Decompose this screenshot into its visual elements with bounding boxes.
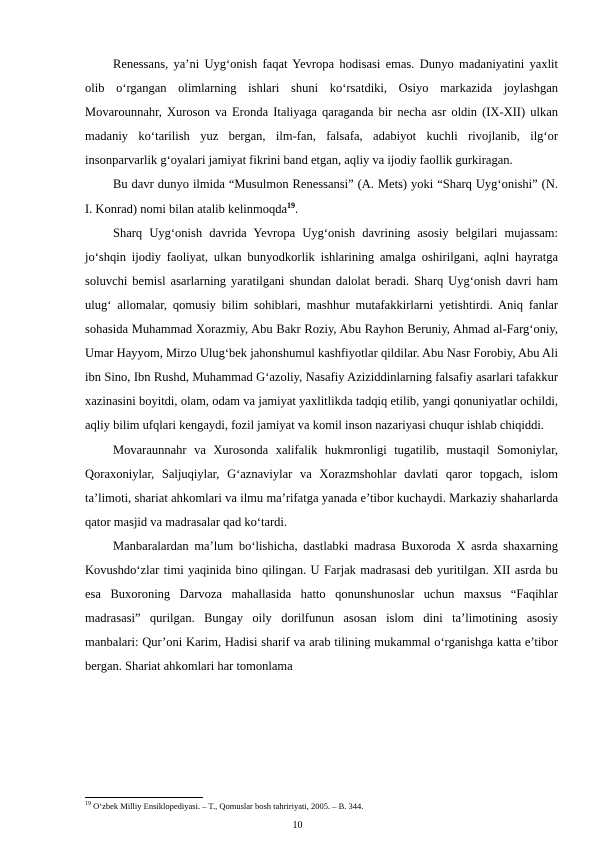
footnote-reference[interactable]: 19 [287,200,296,210]
document-body [85,52,558,678]
paragraph-eastern-renaissance-names [85,172,558,220]
footnote-number: 19 [85,801,91,808]
paragraph-renaissance-intro: Renessans, ya’ni Uyg‘onish faqat Yevropa hodisasi emas. Dunyo madaniyatini yaxlit olib o‘rgangan olimlarning ishlari shuni ko‘rsatdiki, Osiyo markazida joylashgan Movarounnahr, Xuroson va Eronda Italiyaga qaraganda bir necha asr oldin (IX-XII) ulkan madaniy ko‘tarilish yuz bergan, ilm-fan, falsafa, adabiyot kuchli rivojlanib, ilg‘or insonparvarlik g‘oyalari jamiyat fikrini band etgan, aqliy va ijodiy faollik gurkiragan. [85,57,558,168]
paragraph-end: . [295,201,299,216]
footnote-divider [85,797,203,798]
paragraph-scholars: Sharq Uyg‘onish davrida Yevropa Uyg‘onish davrining asosiy belgilari mujassam: jo‘shqin ijodiy faoliyat, ulkan bunyodkorlik ishlarining amalga oshirilgani, aqlni hayratga soluvchi bemisl asarlarning yaratilgani shundan dalolat beradi. Sharq Uyg‘onish davri ham ulug‘ allomalar, qomusiy bilim sohiblari, mashhur mutafakkirlarni yetishtirdi. Aniq fanlar sohasida Muhammad Xorazmiy, Abu Bakr Roziy, Abu Rayhon Beruniy, Ahmad al-Farg‘oniy, Umar Hayyom, Mirzo Ulug‘bek jahonshumul kashfiyotlar qildilar. Abu Nasr Forobiy, Abu Ali ibn Sino, Ibn Rushd, Muhammad G‘azoliy, Nasafiy Aziziddinlarning falsafiy asarlari tafakkur xazinasini boyitdi, olam, odam va jamiyat yaxlitlikda tadqiq etilib, yangi qonuniyatlar ochildi, aqliy bilim ufqlari kengaydi, fozil jamiyat va komil inson nazariyasi chuqur ishlab chiqiddi. [85,225,558,433]
page-number: 10 [292,820,303,831]
paragraph-text: Bu davr dunyo ilmida “Musulmon Renessansi” (A. Mets) yoki “Sharq Uyg‘onishi” (N. I. Konrad) nomi bilan atalib kelinmoqda [85,177,558,216]
paragraph-states: Movaraunnahr va Xurosonda xalifalik hukmronligi tugatilib, mustaqil Somoniylar, Qoraxoniylar, Saljuqiylar, G‘aznaviylar va Xorazmshohlar davlati qaror topgach, islom ta’limoti, shariat ahkomlari va ilmu ma’rifatga yanada e’tibor kuchaydi. Markaziy shaharlarda qator masjid va madrasalar qad ko‘tardi. [85,442,558,529]
paragraph-madrasas: Manbaralardan ma’lum bo‘lishicha, dastlabki madrasa Buxoroda X asrda shaxarning Kovushdo‘zlar timi yaqinida bino qilingan. U Farjak madrasasi deb yuritilgan. XII asrda bu esa Buxoroning Darvoza mahallasida hatto qonunshunoslar uchun maxsus “Faqihlar madrasasi” qurilgan. Bungay oily dorilfunun asosan islom dini ta’limotining asosiy manbalari: Qur’oni Karim, Hadisi sharif va arab tilining mukammal o‘rganishga katta e’tibor bergan. Shariat ahkomlari har tomonlama [85,538,558,674]
footnote-text: O‘zbek Milliy Ensiklopediyasi. – T., Qomuslar bosh tahririyati, 2005. – B. 344. [91,801,364,811]
footnote [85,801,558,812]
